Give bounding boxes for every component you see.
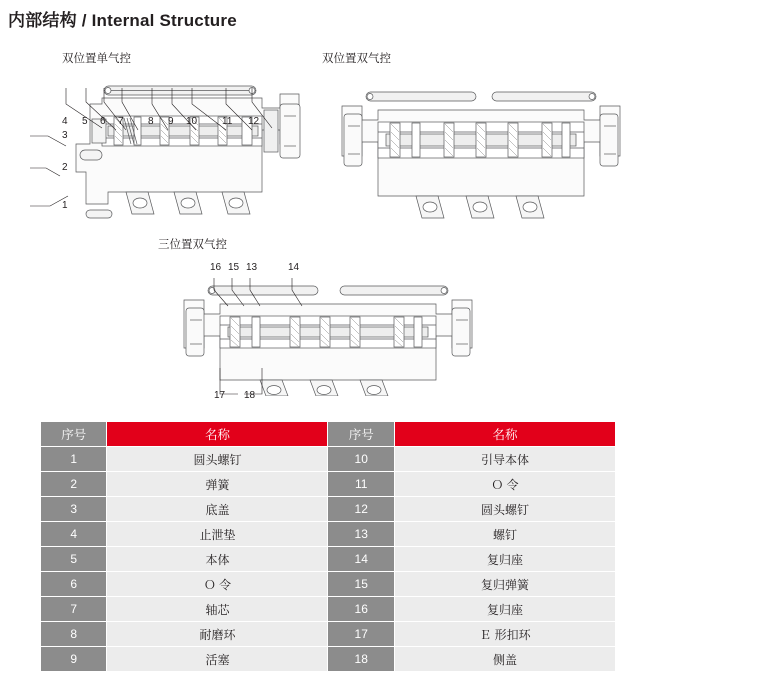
- part-name: 引导本体: [394, 447, 615, 472]
- part-name: 复归座: [394, 547, 615, 572]
- table-row: [41, 647, 616, 672]
- callout-17: 17: [214, 390, 226, 401]
- part-index: 13: [328, 522, 394, 547]
- part-index: 18: [328, 647, 394, 672]
- part-name: 螺钉: [394, 522, 615, 547]
- part-index: 10: [328, 447, 394, 472]
- part-name: Ｏ 令: [394, 472, 615, 497]
- callout-6: 6: [100, 116, 106, 127]
- part-name: 耐磨环: [107, 622, 328, 647]
- callout-lines-diagram1-left: [20, 128, 100, 218]
- part-name: 弹簧: [107, 472, 328, 497]
- diagram-caption-double-pilot: 双位置双气控: [322, 53, 391, 65]
- part-index: 9: [41, 647, 107, 672]
- callout-7: 7: [118, 116, 124, 127]
- callout-16: 16: [210, 262, 222, 273]
- part-index: 17: [328, 622, 394, 647]
- part-index: 5: [41, 547, 107, 572]
- callout-5: 5: [82, 116, 88, 127]
- part-name: 圆头螺钉: [394, 497, 615, 522]
- table-row: [41, 472, 616, 497]
- table-row: [41, 522, 616, 547]
- part-name: 本体: [107, 547, 328, 572]
- callout-2: 2: [62, 162, 68, 173]
- part-index: 15: [328, 572, 394, 597]
- callout-lines-diagram3-top: [206, 264, 336, 310]
- parts-list-table: [40, 421, 616, 672]
- diagram-caption-single-pilot: 双位置单气控: [62, 53, 131, 65]
- part-index: 16: [328, 597, 394, 622]
- part-index: 4: [41, 522, 107, 547]
- header-index-right: 序号: [328, 422, 394, 447]
- part-name: 复归座: [394, 597, 615, 622]
- callout-18: 18: [244, 390, 256, 401]
- part-name: 止泄垫: [107, 522, 328, 547]
- table-row: [41, 447, 616, 472]
- part-name: Ｅ 形扣环: [394, 622, 615, 647]
- part-name: 底盖: [107, 497, 328, 522]
- part-index: 1: [41, 447, 107, 472]
- callout-14: 14: [288, 262, 300, 273]
- part-index: 2: [41, 472, 107, 497]
- part-name: 轴芯: [107, 597, 328, 622]
- table-row: [41, 597, 616, 622]
- callout-1: 1: [62, 200, 68, 211]
- part-index: 6: [41, 572, 107, 597]
- part-index: 14: [328, 547, 394, 572]
- callout-11: 11: [222, 116, 233, 127]
- table-header-row: [41, 422, 616, 447]
- header-index-left: 序号: [41, 422, 107, 447]
- part-index: 3: [41, 497, 107, 522]
- callout-9: 9: [168, 116, 174, 127]
- table-row: [41, 497, 616, 522]
- callout-13: 13: [246, 262, 258, 273]
- callout-4: 4: [62, 116, 68, 127]
- valve-cross-section-double-pilot: [332, 84, 628, 232]
- part-name: 活塞: [107, 647, 328, 672]
- callout-15: 15: [228, 262, 240, 273]
- table-row: [41, 622, 616, 647]
- callout-12: 12: [248, 116, 260, 127]
- header-name-right: 名称: [394, 422, 615, 447]
- page-title: 内部结构 / Internal Structure: [8, 11, 237, 30]
- part-index: 12: [328, 497, 394, 522]
- callout-3: 3: [62, 130, 68, 141]
- part-index: 7: [41, 597, 107, 622]
- callout-8: 8: [148, 116, 154, 127]
- diagram-area: [0, 36, 760, 406]
- part-name: Ｏ 令: [107, 572, 328, 597]
- part-index: 8: [41, 622, 107, 647]
- part-name: 侧盖: [394, 647, 615, 672]
- diagram-caption-three-position: 三位置双气控: [158, 239, 227, 251]
- part-index: 11: [328, 472, 394, 497]
- callout-10: 10: [186, 116, 198, 127]
- table-row: [41, 547, 616, 572]
- part-name: 圆头螺钉: [107, 447, 328, 472]
- part-name: 复归弹簧: [394, 572, 615, 597]
- table-row: [41, 572, 616, 597]
- header-name-left: 名称: [107, 422, 328, 447]
